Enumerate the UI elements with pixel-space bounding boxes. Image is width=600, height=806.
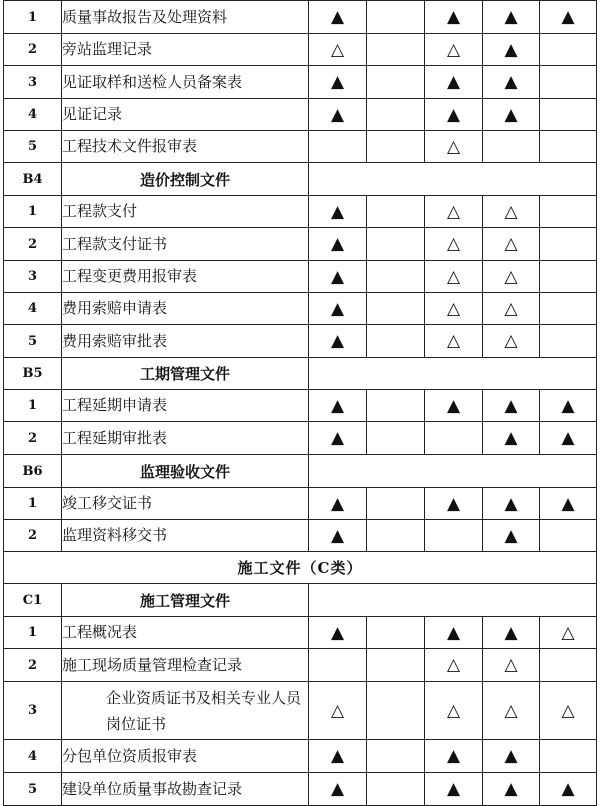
filled-triangle-icon: ▲ — [483, 422, 540, 455]
document-name: 工程款支付证书 — [62, 228, 309, 261]
empty-cell — [367, 1, 425, 34]
empty-cell — [367, 682, 425, 740]
empty-cell — [540, 228, 597, 261]
category-title: 造价控制文件 — [62, 163, 309, 196]
row-number: 2 — [4, 422, 62, 455]
filled-triangle-icon: ▲ — [425, 740, 483, 773]
filled-triangle-icon: ▲ — [309, 390, 367, 422]
row-number: 3 — [4, 66, 62, 99]
filled-triangle-icon: ▲ — [425, 488, 483, 520]
open-triangle-icon: △ — [425, 196, 483, 228]
filled-triangle-icon: ▲ — [483, 1, 540, 34]
empty-cell — [540, 649, 597, 682]
document-name: 企业资质证书及相关专业人员岗位证书 — [62, 682, 309, 740]
document-name: 施工现场质量管理检查记录 — [62, 649, 309, 682]
document-name: 见证取样和送检人员备案表 — [62, 66, 309, 99]
empty-cell — [540, 196, 597, 228]
row-number: 3 — [4, 261, 62, 293]
filled-triangle-icon: ▲ — [483, 520, 540, 552]
row-number: 1 — [4, 1, 62, 34]
open-triangle-icon: △ — [425, 34, 483, 66]
category-blank — [309, 163, 597, 196]
document-name: 工程延期申请表 — [62, 390, 309, 422]
empty-cell — [367, 649, 425, 682]
table-row — [4, 617, 597, 649]
empty-cell — [367, 740, 425, 773]
table-row — [4, 131, 597, 163]
category-code: B6 — [4, 455, 62, 488]
open-triangle-icon: △ — [483, 325, 540, 358]
category-code: B5 — [4, 358, 62, 390]
filled-triangle-icon: ▲ — [309, 520, 367, 552]
filled-triangle-icon: ▲ — [483, 34, 540, 66]
filled-triangle-icon: ▲ — [309, 261, 367, 293]
empty-cell — [367, 488, 425, 520]
empty-cell — [367, 293, 425, 325]
filled-triangle-icon: ▲ — [309, 1, 367, 34]
empty-cell — [367, 131, 425, 163]
category-title: 施工管理文件 — [62, 584, 309, 617]
open-triangle-icon: △ — [483, 649, 540, 682]
filled-triangle-icon: ▲ — [540, 422, 597, 455]
filled-triangle-icon: ▲ — [309, 617, 367, 649]
archive-table — [3, 0, 597, 806]
row-number: 3 — [4, 682, 62, 740]
open-triangle-icon: △ — [309, 682, 367, 740]
open-triangle-icon: △ — [425, 131, 483, 163]
document-name: 旁站监理记录 — [62, 34, 309, 66]
open-triangle-icon: △ — [483, 682, 540, 740]
empty-cell — [540, 325, 597, 358]
table-row — [4, 390, 597, 422]
open-triangle-icon: △ — [425, 325, 483, 358]
empty-cell — [367, 520, 425, 552]
open-triangle-icon: △ — [425, 649, 483, 682]
empty-cell — [425, 422, 483, 455]
filled-triangle-icon: ▲ — [425, 66, 483, 99]
open-triangle-icon: △ — [483, 293, 540, 325]
section-header-row — [4, 552, 597, 584]
filled-triangle-icon: ▲ — [309, 228, 367, 261]
empty-cell — [367, 617, 425, 649]
open-triangle-icon: △ — [483, 261, 540, 293]
document-name: 见证记录 — [62, 99, 309, 131]
filled-triangle-icon: ▲ — [540, 488, 597, 520]
table-row — [4, 293, 597, 325]
table-row — [4, 66, 597, 99]
document-name: 监理资料移交书 — [62, 520, 309, 552]
category-row — [4, 455, 597, 488]
document-name: 工程技术文件报审表 — [62, 131, 309, 163]
document-name: 竣工移交证书 — [62, 488, 309, 520]
row-number: 2 — [4, 520, 62, 552]
filled-triangle-icon: ▲ — [309, 66, 367, 99]
row-number: 4 — [4, 740, 62, 773]
table-row — [4, 325, 597, 358]
row-number: 5 — [4, 325, 62, 358]
empty-cell — [483, 131, 540, 163]
row-number: 2 — [4, 649, 62, 682]
category-row — [4, 358, 597, 390]
document-name: 工程变更费用报审表 — [62, 261, 309, 293]
category-blank — [309, 584, 597, 617]
filled-triangle-icon: ▲ — [483, 66, 540, 99]
empty-cell — [367, 228, 425, 261]
open-triangle-icon: △ — [483, 196, 540, 228]
empty-cell — [540, 740, 597, 773]
table-row — [4, 196, 597, 228]
open-triangle-icon: △ — [425, 228, 483, 261]
document-name: 工程款支付 — [62, 196, 309, 228]
table-row — [4, 422, 597, 455]
filled-triangle-icon: ▲ — [483, 773, 540, 806]
filled-triangle-icon: ▲ — [309, 293, 367, 325]
open-triangle-icon: △ — [309, 34, 367, 66]
open-triangle-icon: △ — [425, 682, 483, 740]
table-row — [4, 261, 597, 293]
empty-cell — [309, 131, 367, 163]
filled-triangle-icon: ▲ — [483, 488, 540, 520]
row-number: 5 — [4, 773, 62, 806]
filled-triangle-icon: ▲ — [483, 99, 540, 131]
empty-cell — [367, 773, 425, 806]
table-row — [4, 1, 597, 34]
row-number: 1 — [4, 196, 62, 228]
row-number: 1 — [4, 390, 62, 422]
empty-cell — [367, 422, 425, 455]
empty-cell — [540, 34, 597, 66]
filled-triangle-icon: ▲ — [309, 99, 367, 131]
table-row — [4, 740, 597, 773]
empty-cell — [309, 649, 367, 682]
empty-cell — [367, 390, 425, 422]
document-name: 建设单位质量事故勘查记录 — [62, 773, 309, 806]
row-number: 2 — [4, 228, 62, 261]
filled-triangle-icon: ▲ — [540, 390, 597, 422]
category-code: B4 — [4, 163, 62, 196]
document-name: 质量事故报告及处理资料 — [62, 1, 309, 34]
filled-triangle-icon: ▲ — [309, 773, 367, 806]
table-row — [4, 773, 597, 806]
filled-triangle-icon: ▲ — [425, 1, 483, 34]
empty-cell — [540, 520, 597, 552]
filled-triangle-icon: ▲ — [540, 1, 597, 34]
category-blank — [309, 358, 597, 390]
document-name: 工程概况表 — [62, 617, 309, 649]
empty-cell — [540, 99, 597, 131]
open-triangle-icon: △ — [425, 293, 483, 325]
empty-cell — [367, 66, 425, 99]
category-blank — [309, 455, 597, 488]
category-title: 监理验收文件 — [62, 455, 309, 488]
filled-triangle-icon: ▲ — [309, 740, 367, 773]
empty-cell — [367, 261, 425, 293]
row-number: 1 — [4, 617, 62, 649]
filled-triangle-icon: ▲ — [309, 488, 367, 520]
filled-triangle-icon: ▲ — [425, 390, 483, 422]
open-triangle-icon: △ — [540, 617, 597, 649]
filled-triangle-icon: ▲ — [483, 740, 540, 773]
empty-cell — [367, 34, 425, 66]
empty-cell — [540, 293, 597, 325]
empty-cell — [540, 131, 597, 163]
table-row — [4, 682, 597, 740]
row-number: 4 — [4, 99, 62, 131]
document-name: 费用索赔审批表 — [62, 325, 309, 358]
empty-cell — [540, 261, 597, 293]
table-row — [4, 99, 597, 131]
filled-triangle-icon: ▲ — [540, 773, 597, 806]
filled-triangle-icon: ▲ — [425, 617, 483, 649]
row-number: 4 — [4, 293, 62, 325]
open-triangle-icon: △ — [425, 261, 483, 293]
open-triangle-icon: △ — [483, 228, 540, 261]
row-number: 5 — [4, 131, 62, 163]
row-number: 1 — [4, 488, 62, 520]
empty-cell — [367, 99, 425, 131]
filled-triangle-icon: ▲ — [425, 99, 483, 131]
filled-triangle-icon: ▲ — [483, 390, 540, 422]
category-title: 工期管理文件 — [62, 358, 309, 390]
document-name: 分包单位资质报审表 — [62, 740, 309, 773]
empty-cell — [425, 520, 483, 552]
table-row — [4, 488, 597, 520]
empty-cell — [367, 196, 425, 228]
category-row — [4, 163, 597, 196]
open-triangle-icon: △ — [540, 682, 597, 740]
empty-cell — [540, 66, 597, 99]
filled-triangle-icon: ▲ — [483, 617, 540, 649]
table-row — [4, 34, 597, 66]
table-row — [4, 649, 597, 682]
filled-triangle-icon: ▲ — [309, 422, 367, 455]
empty-cell — [367, 325, 425, 358]
table-row — [4, 228, 597, 261]
category-code: C1 — [4, 584, 62, 617]
document-name: 工程延期审批表 — [62, 422, 309, 455]
row-number: 2 — [4, 34, 62, 66]
table-row — [4, 520, 597, 552]
document-name: 费用索赔申请表 — [62, 293, 309, 325]
filled-triangle-icon: ▲ — [309, 325, 367, 358]
section-title: 施工文件（C类） — [4, 552, 597, 584]
filled-triangle-icon: ▲ — [309, 196, 367, 228]
category-row — [4, 584, 597, 617]
filled-triangle-icon: ▲ — [425, 773, 483, 806]
